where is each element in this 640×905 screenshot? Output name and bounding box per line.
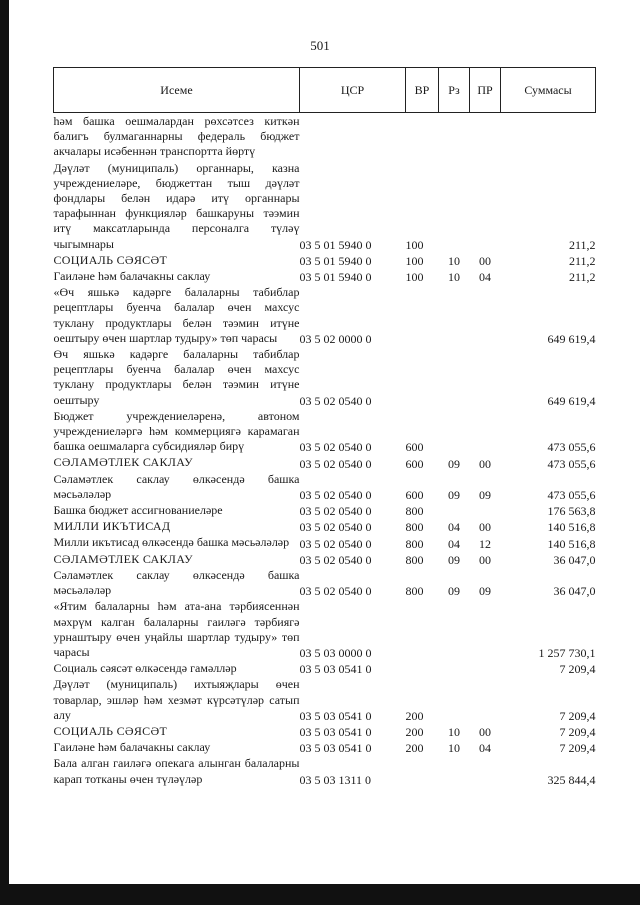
cell-vr: 100 [405, 254, 424, 269]
cell-csr: 03 5 02 0000 0 [299, 332, 372, 347]
cell-sum: 36 047,0 [553, 584, 596, 599]
cell-rz [439, 284, 470, 346]
cell-rz: 10 [448, 741, 460, 756]
cell-rz: 09 [448, 584, 460, 599]
cell-vr: 100 [405, 237, 424, 252]
cell-name: МИЛЛИ ИКЪТИСАД [53, 519, 171, 534]
cell-pr: 12 [479, 536, 491, 551]
cell-rz [439, 502, 470, 518]
cell-sum: 36 047,0 [553, 552, 596, 567]
cell-csr: 03 5 02 0540 0 [299, 536, 372, 551]
cell-name: СӘЛАМӘТЛЕК САКЛАУ [53, 455, 193, 470]
cell-csr: 03 5 03 0541 0 [299, 741, 372, 756]
cell-vr: 800 [405, 504, 424, 519]
cell-sum: 473 055,6 [547, 488, 596, 503]
header-csr: ЦСР [300, 68, 406, 113]
table-row [54, 471, 596, 502]
cell-csr: 03 5 02 0540 0 [299, 504, 372, 519]
cell-sum: 211,2 [568, 270, 596, 285]
cell-name: Бала алган гаиләгә опекага алынган балаларны карап тотканы өчен түләүләр [53, 756, 300, 786]
cell-rz: 04 [448, 536, 460, 551]
cell-csr: 03 5 02 0540 0 [299, 440, 372, 455]
table-row [54, 502, 596, 518]
cell-pr: 00 [479, 520, 491, 535]
cell-sum [501, 113, 596, 160]
cell-vr: 200 [405, 741, 424, 756]
cell-name: Өч яшькә кадәрге балаларны табиблар рецептлары буенча балалар өчен махсус туклану продуктлары белән тәэмин итүне оештыру [53, 347, 300, 407]
header-vr: ВР [406, 68, 439, 113]
cell-csr: 03 5 03 0541 0 [299, 708, 372, 723]
table-row [54, 598, 596, 660]
cell-pr: 04 [479, 741, 491, 756]
cell-pr: 04 [479, 270, 491, 285]
cell-csr: 03 5 02 0540 0 [299, 456, 372, 471]
header-rz: Рз [439, 68, 470, 113]
cell-vr [406, 113, 439, 160]
scan-bottom-border [0, 884, 640, 905]
cell-pr [470, 755, 501, 786]
cell-name: Дәүләт (муниципаль) органнары, казна учреждениеләре, бюджеттан тыш дәүләт фондлары белән идарә итү органнары тарафыннан функцияләр башкаруны тәэмин итү максатларында персоналга түләү чыгымнары [53, 160, 300, 251]
table-row [54, 534, 596, 550]
cell-csr: 03 5 03 1311 0 [299, 772, 372, 787]
table-row [54, 268, 596, 284]
cell-sum: 7 209,4 [559, 741, 596, 756]
cell-sum: 473 055,6 [547, 440, 596, 455]
cell-csr: 03 5 03 0541 0 [299, 725, 372, 740]
table-row [54, 755, 596, 786]
cell-pr [470, 660, 501, 676]
cell-pr: 00 [479, 552, 491, 567]
cell-csr: 03 5 03 0541 0 [299, 662, 372, 677]
cell-vr [406, 660, 439, 676]
cell-vr: 600 [405, 488, 424, 503]
cell-sum: 7 209,4 [559, 708, 596, 723]
cell-name: Бюджет учреждениеләренә, автоном учреждениеләргә һәм коммерциягә карамаган башка оешмаларга субсидияләр бирү [53, 408, 300, 454]
table-row [54, 284, 596, 346]
table-row [54, 567, 596, 598]
table-row [54, 252, 596, 268]
cell-vr: 100 [405, 270, 424, 285]
cell-rz [439, 676, 470, 723]
cell-pr [470, 598, 501, 660]
budget-table [53, 67, 596, 787]
cell-vr [406, 346, 439, 408]
cell-name: «Ятим балаларны һәм ата-ана тәрбиясеннән мәхрүм калган балаларны гаиләгә тәрбиягә урнаштыру өчен уңайлы шартлар тудыру» төп чарасы [53, 599, 300, 659]
table-row [54, 739, 596, 755]
cell-rz: 10 [448, 270, 460, 285]
cell-vr [406, 755, 439, 786]
cell-sum: 140 516,8 [547, 536, 596, 551]
cell-vr: 800 [405, 536, 424, 551]
cell-rz: 09 [448, 488, 460, 503]
cell-sum: 211,2 [568, 254, 596, 269]
cell-name: СӘЛАМӘТЛЕК САКЛАУ [53, 551, 193, 566]
cell-pr: 09 [479, 584, 491, 599]
cell-rz [439, 346, 470, 408]
cell-name: Сәламәтлек саклау өлкәсендә башка мәсьәләләр [53, 567, 300, 598]
cell-sum: 649 619,4 [547, 393, 596, 408]
cell-rz [439, 408, 470, 455]
cell-rz: 09 [448, 456, 460, 471]
table-row [54, 660, 596, 676]
cell-name: Сәламәтлек саклау өлкәсендә башка мәсьәләләр [53, 471, 300, 501]
cell-pr [470, 284, 501, 346]
cell-csr: 03 5 02 0540 0 [299, 584, 372, 599]
cell-csr: 03 5 02 0540 0 [299, 552, 372, 567]
table-row [54, 454, 596, 470]
cell-vr: 200 [405, 708, 424, 723]
header-name: Исеме [54, 68, 300, 113]
cell-vr: 600 [405, 456, 424, 471]
cell-pr [470, 160, 501, 252]
cell-csr: 03 5 02 0540 0 [299, 488, 372, 503]
cell-sum: 473 055,6 [547, 456, 596, 471]
cell-vr: 800 [405, 552, 424, 567]
cell-rz: 04 [448, 520, 460, 535]
cell-rz: 10 [448, 725, 460, 740]
cell-sum: 1 257 730,1 [538, 646, 596, 661]
cell-name: Гаиләне һәм балачакны саклау [53, 269, 211, 284]
cell-sum: 140 516,8 [547, 520, 596, 535]
scan-left-border [0, 0, 9, 905]
header-sum: Суммасы [501, 68, 596, 113]
cell-vr: 800 [405, 584, 424, 599]
table-row [54, 518, 596, 534]
cell-pr: 00 [479, 254, 491, 269]
cell-name: СОЦИАЛЬ СӘЯСӘТ [53, 252, 168, 267]
cell-csr: 03 5 02 0540 0 [299, 520, 372, 535]
cell-rz: 09 [448, 552, 460, 567]
cell-pr: 09 [479, 488, 491, 503]
cell-sum: 325 844,4 [547, 772, 596, 787]
cell-vr: 800 [405, 520, 424, 535]
table-row [54, 346, 596, 408]
table-header-row [54, 68, 596, 113]
cell-sum: 649 619,4 [547, 332, 596, 347]
cell-rz [439, 113, 470, 160]
cell-csr: 03 5 02 0540 0 [299, 393, 372, 408]
cell-csr: 03 5 01 5940 0 [299, 270, 372, 285]
cell-pr [470, 113, 501, 160]
table-row [54, 723, 596, 739]
cell-sum: 7 209,4 [559, 725, 596, 740]
cell-sum: 176 563,8 [547, 504, 596, 519]
cell-pr [470, 346, 501, 408]
cell-rz: 10 [448, 254, 460, 269]
cell-vr: 600 [405, 440, 424, 455]
cell-sum: 211,2 [568, 237, 596, 252]
cell-pr [470, 676, 501, 723]
cell-name: Гаиләне һәм балачакны саклау [53, 740, 211, 755]
cell-sum: 7 209,4 [559, 662, 596, 677]
cell-csr [300, 113, 406, 160]
cell-name: Милли икътисад өлкәсендә башка мәсьәләләр [53, 535, 290, 550]
header-pr: ПР [470, 68, 501, 113]
cell-vr [406, 284, 439, 346]
cell-rz [439, 660, 470, 676]
table-row [54, 113, 596, 160]
cell-name: Дәүләт (муниципаль) ихтыяҗлары өчен товарлар, эшләр һәм хезмәт күрсәтүләр сатып алу [53, 677, 300, 722]
table-row [54, 551, 596, 567]
page-number: 501 [310, 38, 330, 53]
cell-vr: 200 [405, 725, 424, 740]
cell-name: Башка бюджет ассигнованиеләре [53, 503, 223, 518]
table-row [54, 676, 596, 723]
cell-rz [439, 160, 470, 252]
cell-pr: 00 [479, 725, 491, 740]
cell-pr [470, 408, 501, 455]
table-row [54, 408, 596, 455]
cell-csr: 03 5 01 5940 0 [299, 254, 372, 269]
cell-csr: 03 5 01 5940 0 [299, 237, 372, 252]
table-row [54, 160, 596, 252]
cell-rz [439, 598, 470, 660]
cell-name: һәм башка оешмалардан рөхсәтсез киткән балигъ булмаганнарны федераль бюджет акчалары исәбеннән транспортта йөртү [53, 114, 300, 159]
cell-rz [439, 755, 470, 786]
cell-vr [406, 598, 439, 660]
cell-pr [470, 502, 501, 518]
cell-pr: 00 [479, 456, 491, 471]
cell-name: Социаль сәясәт өлкәсендә гамәлләр [53, 661, 237, 676]
cell-name: СОЦИАЛЬ СӘЯСӘТ [53, 723, 168, 738]
cell-csr: 03 5 03 0000 0 [299, 646, 372, 661]
cell-name: «Өч яшькә кадәрге балаларны табиблар рецептлары буенча балалар өчен махсус туклану продуктлары белән тәэмин итүне оештыру өчен шартлар тудыру» төп чарасы [53, 285, 300, 345]
